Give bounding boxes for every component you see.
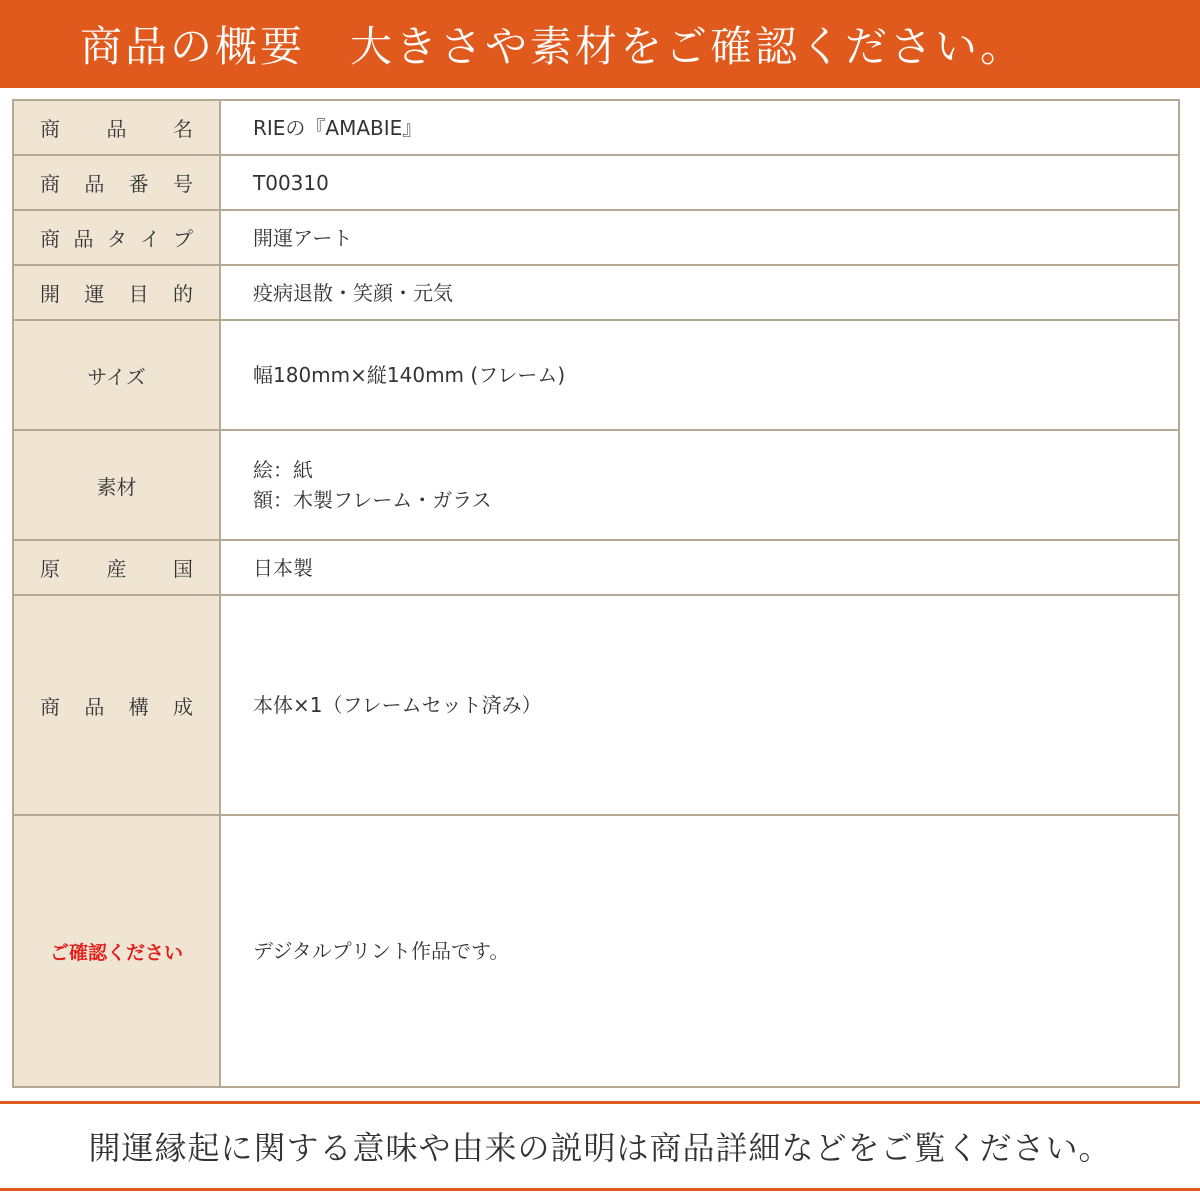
product-name-value: RIEの『AMABIE』 bbox=[220, 100, 1179, 155]
table-row bbox=[13, 155, 1179, 210]
table-row bbox=[13, 265, 1179, 320]
table-row bbox=[13, 815, 1179, 1087]
notice-value: デジタルプリント作品です。 bbox=[220, 815, 1179, 1087]
page-title: 商品の概要 大きさや素材をご確認ください。 bbox=[80, 22, 1026, 71]
notice-label-cell bbox=[13, 815, 220, 1087]
purpose-label: 開運目的 bbox=[13, 265, 220, 320]
table-row bbox=[13, 210, 1179, 265]
table-row bbox=[13, 430, 1179, 540]
contents-label: 商品構成 bbox=[13, 595, 220, 815]
product-number-value: T00310 bbox=[220, 155, 1179, 210]
product-name-label: 商品名 bbox=[13, 100, 220, 155]
notice-label: ご確認ください bbox=[49, 941, 183, 964]
table-row bbox=[13, 100, 1179, 155]
table-row bbox=[13, 540, 1179, 595]
material-label: 素材 bbox=[13, 430, 220, 540]
footer-bottom-divider bbox=[0, 1188, 1200, 1191]
product-type-label: 商品タイプ bbox=[13, 210, 220, 265]
origin-label: 原産国 bbox=[13, 540, 220, 595]
size-value: 幅180mm×縦140mm (フレーム) bbox=[220, 320, 1179, 430]
product-number-label: 商品番号 bbox=[13, 155, 220, 210]
material-line-frame: 額：木製フレーム・ガラス bbox=[253, 488, 492, 512]
table-row bbox=[13, 595, 1179, 815]
contents-value: 本体×1（フレームセット済み） bbox=[220, 595, 1179, 815]
size-label: サイズ bbox=[13, 320, 220, 430]
product-type-value: 開運アート bbox=[220, 210, 1179, 265]
table-row bbox=[13, 320, 1179, 430]
purpose-value: 疫病退散・笑顔・元気 bbox=[220, 265, 1179, 320]
origin-value: 日本製 bbox=[220, 540, 1179, 595]
material-value bbox=[220, 430, 1179, 540]
product-spec-table bbox=[12, 99, 1180, 1088]
header-banner bbox=[0, 0, 1200, 88]
footer-note: 開運縁起に関する意味や由来の説明は商品詳細などをご覧ください。 bbox=[88, 1129, 1112, 1167]
material-line-picture: 絵：紙 bbox=[253, 458, 313, 482]
